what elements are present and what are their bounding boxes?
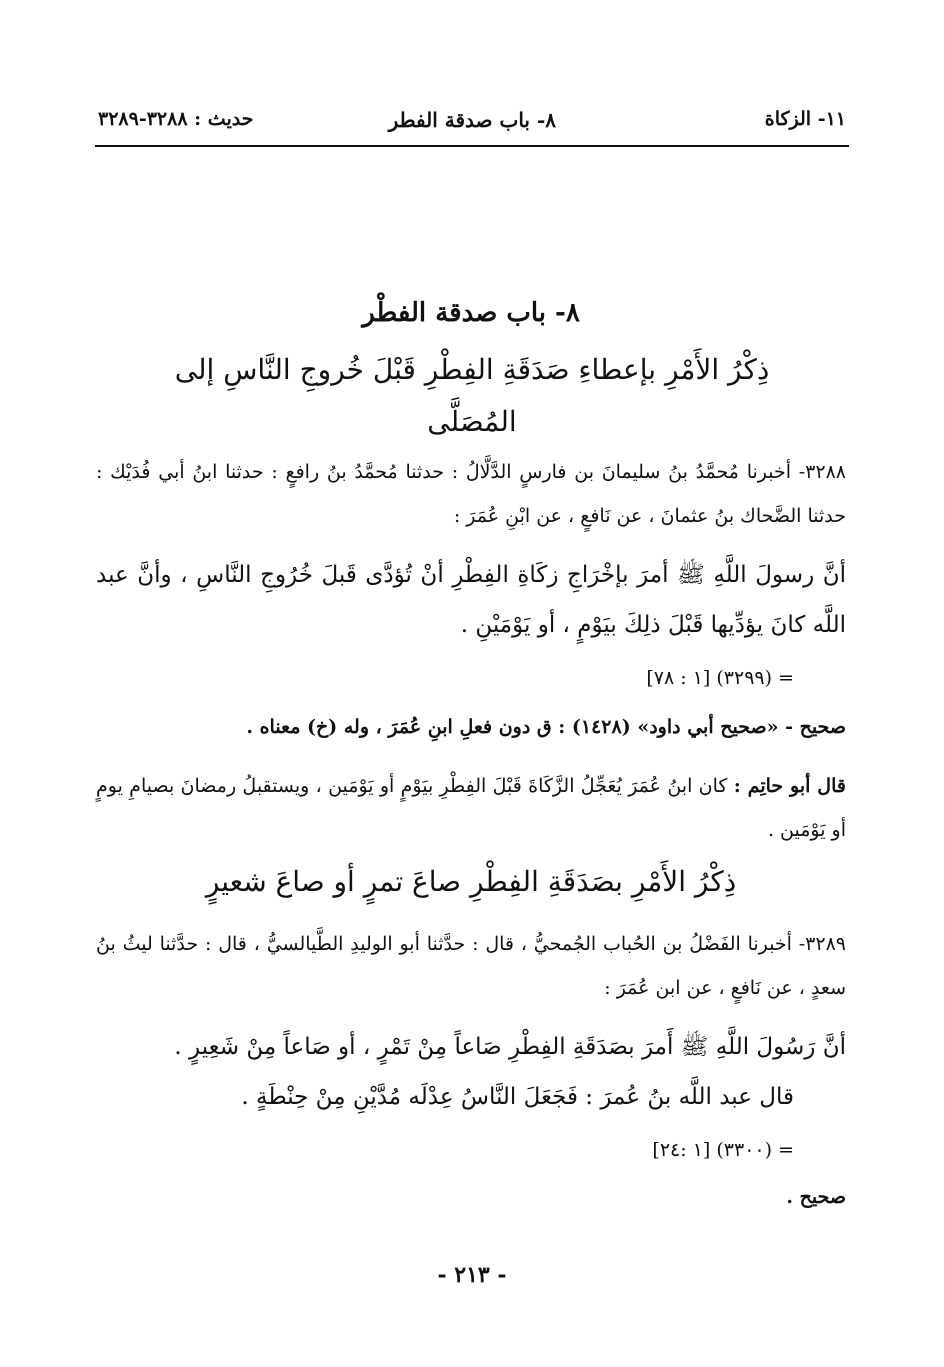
section-title: ٨- باب صدقة الفطْر — [362, 298, 580, 328]
hadith-3288-ref: = (٣٢٩٩) [١ : ٧٨] — [646, 667, 794, 689]
page-number: - ٢١٣ - — [437, 1262, 507, 1288]
heading-2: ذِكْرُ الأَمْرِ بصَدَقَةِ الفِطْرِ صاعَ تمرٍ أو صاعَ شعيرٍ — [205, 865, 737, 898]
comment-text: كان ابنُ عُمَرَ يُعَجِّلُ الزَّكَاةَ قَبْلَ الفِطْرِ بيَوْمٍ أو يَوْمَين ، ويستقبلُ رمضانَ بصيامِ يومٍ أو يَوْمَين . — [96, 775, 846, 841]
hadith-3289-isnad: ٣٢٨٩- أخبرنا الفَضْلُ بن الحُباب الجُمحيُّ ، قال : حدَّثنا أبو الوليدِ الطَّيالسيُّ ، قال : حدَّثنا ليثُ بنُ سعدٍ ، عن نَافعٍ ، عن ابن عُمَرَ : — [96, 933, 846, 999]
comment-label: قال أبو حاتِم : — [733, 775, 846, 797]
hadith-3289-grading: صحيح . — [786, 1186, 846, 1208]
hadith-3289-matn-2: قال عبد اللَّه بنُ عُمرَ : فَجَعَلَ النَّاسُ عِدْلَه مُدَّيْنِ مِنْ حِنْطَةٍ . — [241, 1084, 794, 1110]
hadith-3288-matn: أنَّ رسولَ اللَّهِ ﷺ أمرَ بإخْرَاجِ زكَاةِ الفِطْرِ أنْ تُؤدَّى قَبلَ خُرُوجِ النَّاسِ ، وأنَّ عبد اللَّه كانَ يؤدِّيها قَبْلَ ذلِكَ بيَوْمٍ ، أو يَوْمَيْنِ . — [96, 562, 846, 638]
hadith-3288-comment — [96, 764, 846, 852]
running-header-chapter: ١١- الزكاة — [764, 108, 846, 130]
running-header-hadith-range: حديث : ٣٢٨٨-٣٢٨٩ — [98, 108, 254, 130]
heading-1: ذِكْرُ الأَمْرِ بإعطاءِ صَدَقَةِ الفِطْرِ قَبْلَ خُروجِ النَّاسِ إلى المُصَلَّى — [174, 353, 770, 438]
hadith-3289-ref: = (٣٣٠٠) [١ :٢٤] — [652, 1139, 794, 1161]
hadith-3288-isnad: ٣٢٨٨- أخبرنا مُحمَّدُ بنُ سليمانَ بن فارسٍ الدَّلَّالُ : حدثنا مُحمَّدُ بنُ رافعٍ : حدثنا ابنُ أبي فُدَيْك : حدثنا الضَّحاك بنُ عثمانَ ، عن نَافعٍ ، عن ابْنِ عُمَرَ : — [96, 461, 846, 527]
header-rule — [95, 145, 849, 147]
hadith-3288-grading: صحيح - «صحيح أبي داود» (١٤٢٨) : ق دون فعلِ ابنِ عُمَرَ ، وله (خ) معناه . — [246, 716, 846, 738]
hadith-3289-matn-1: أنَّ رَسُولَ اللَّهِ ﷺ أَمرَ بصَدَقَةِ الفِطْرِ صَاعاً مِنْ تَمْرٍ ، أو صَاعاً مِنْ شَعِيرٍ . — [174, 1034, 846, 1060]
running-header-section: ٨- باب صدقة الفطر — [388, 108, 556, 132]
